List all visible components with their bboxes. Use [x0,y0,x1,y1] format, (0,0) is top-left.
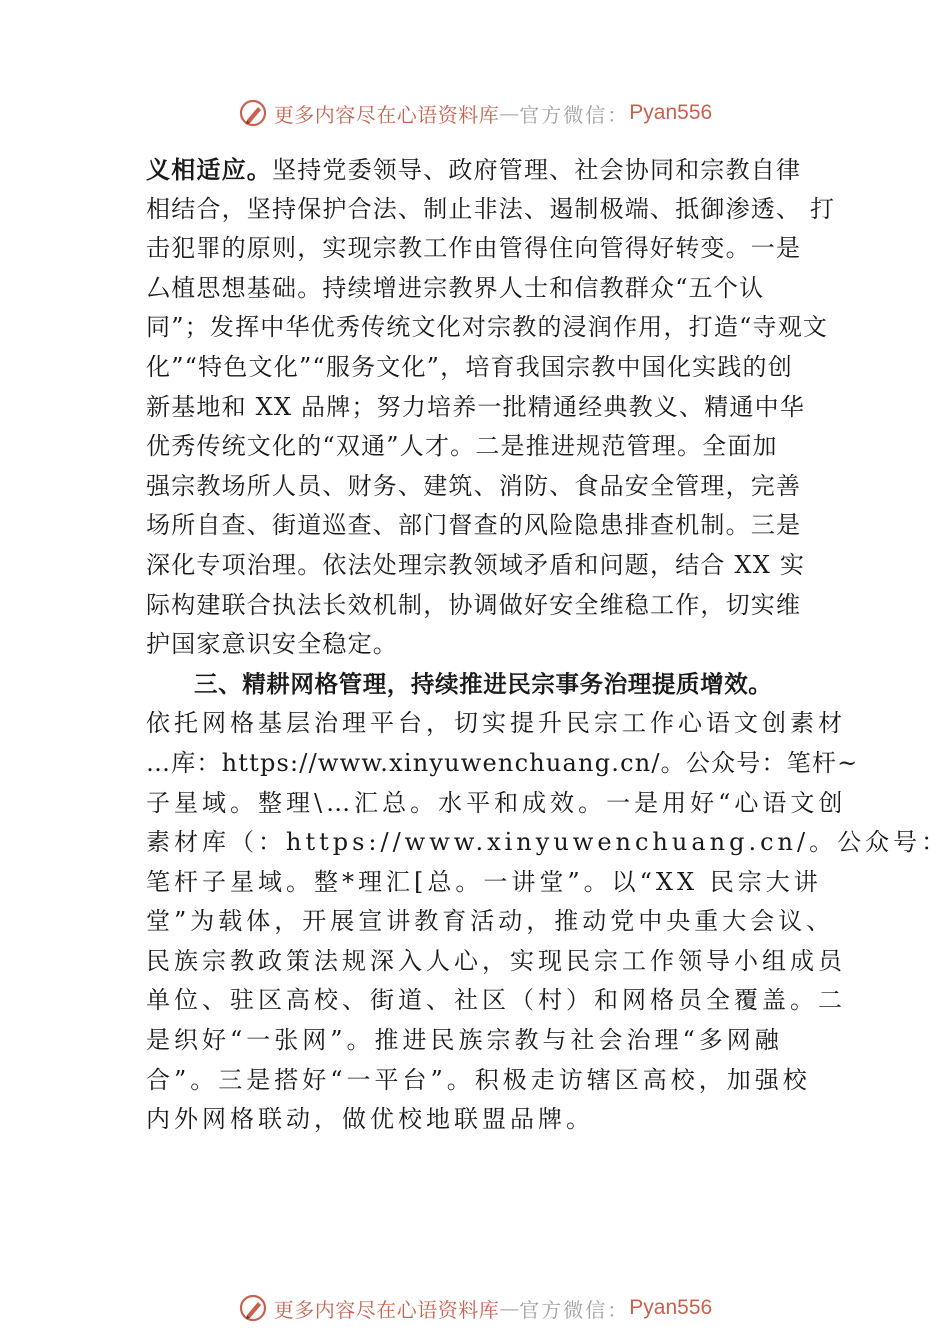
body-line: 厶植思想基础。持续增进宗教界人士和信教群众“五个认 [146,273,765,302]
body-line: 单位、驻区高校、街道、社区（村）和网格员全覆盖。二 [146,986,846,1015]
body-line: 依托网格基层治理平台，切实提升民宗工作心语文创素材 [146,709,846,738]
body-line [146,150,818,190]
body-line: 相结合，坚持保护合法、制止非法、遏制极端、抵御渗透、 打 [146,194,836,223]
body-line-text: 坚持党委领导、政府管理、社会协同和宗教自律 [272,156,802,184]
body-line: 新基地和 XX 品牌；努力培养一批精通经典教义、精通中华 [146,392,806,421]
body-line: 场所自查、街道巡查、部门督查的风险隐患排查机制。三是 [146,511,802,540]
body-line: 民族宗教政策法规深入人心，实现民宗工作领导小组成员 [146,946,846,975]
body-line: 强宗教场所人员、财务、建筑、消防、食品安全管理，完善 [146,471,802,500]
watermark-title: 更多内容尽在心语资料库 [273,1297,500,1322]
body-line: …库：https://www.xinyuwenchuang.cn/。公众号：笔杆~ [146,748,859,777]
body-line: 是织好“一张网”。推进民族宗教与社会治理“多网融 [146,1026,783,1055]
body-line: 优秀传统文化的“双通”人才。二是推进规范管理。全面加 [146,432,778,461]
watermark-dash: — [499,101,520,125]
body-line: 子星域。整理\…汇总。水平和成效。一是用好“心语文创 [146,788,847,817]
pen-logo-icon [238,98,268,128]
body-line: 堂”为载体，开展宣讲教育活动，推动党中央重大会议、 [146,907,835,936]
watermark-id: Pyan556 [629,1296,713,1319]
watermark-id: Pyan556 [629,101,713,124]
body-line: 内外网格联动，做优校地联盟品牌。 [146,1105,594,1134]
header-watermark [0,93,950,133]
watermark-label: 官方微信： [519,102,630,127]
watermark-label: 官方微信： [519,1297,630,1322]
body-line: 击犯罪的原则，实现宗教工作由管得住向管得好转变。一是 [146,234,802,263]
body-line: 同”；发挥中华优秀传统文化对宗教的浸润作用，打造“寺观文 [146,313,829,342]
body-line: 合”。三是搭好“一平台”。积极走访辖区高校，加强校 [146,1065,811,1094]
document-body [146,150,950,1140]
watermark-dash: — [499,1296,520,1320]
pen-logo-icon [238,1293,268,1323]
section-heading: 三、精耕网格管理，持续推进民宗事务治理提质增效。 [194,669,773,698]
body-line: 素材库（：https://www.xinyuwenchuang.cn/。公众号： [146,828,950,857]
body-bold-lead: 义相适应。 [146,155,272,184]
body-line: 际构建联合执法长效机制，协调做好安全维稳工作，切实维 [146,590,802,619]
body-line: 笔杆子星域。整*理汇[总。一讲堂”。以“XX 民宗大讲 [146,867,822,896]
watermark-title: 更多内容尽在心语资料库 [273,102,500,127]
body-line: 深化专项治理。依法处理宗教领域矛盾和问题，结合 XX 实 [146,550,806,579]
body-line: 化”“特色文化”“服务文化”，培育我国宗教中国化实践的创 [146,352,793,381]
footer-watermark [0,1288,950,1328]
body-line: 护国家意识安全稳定。 [146,630,398,659]
